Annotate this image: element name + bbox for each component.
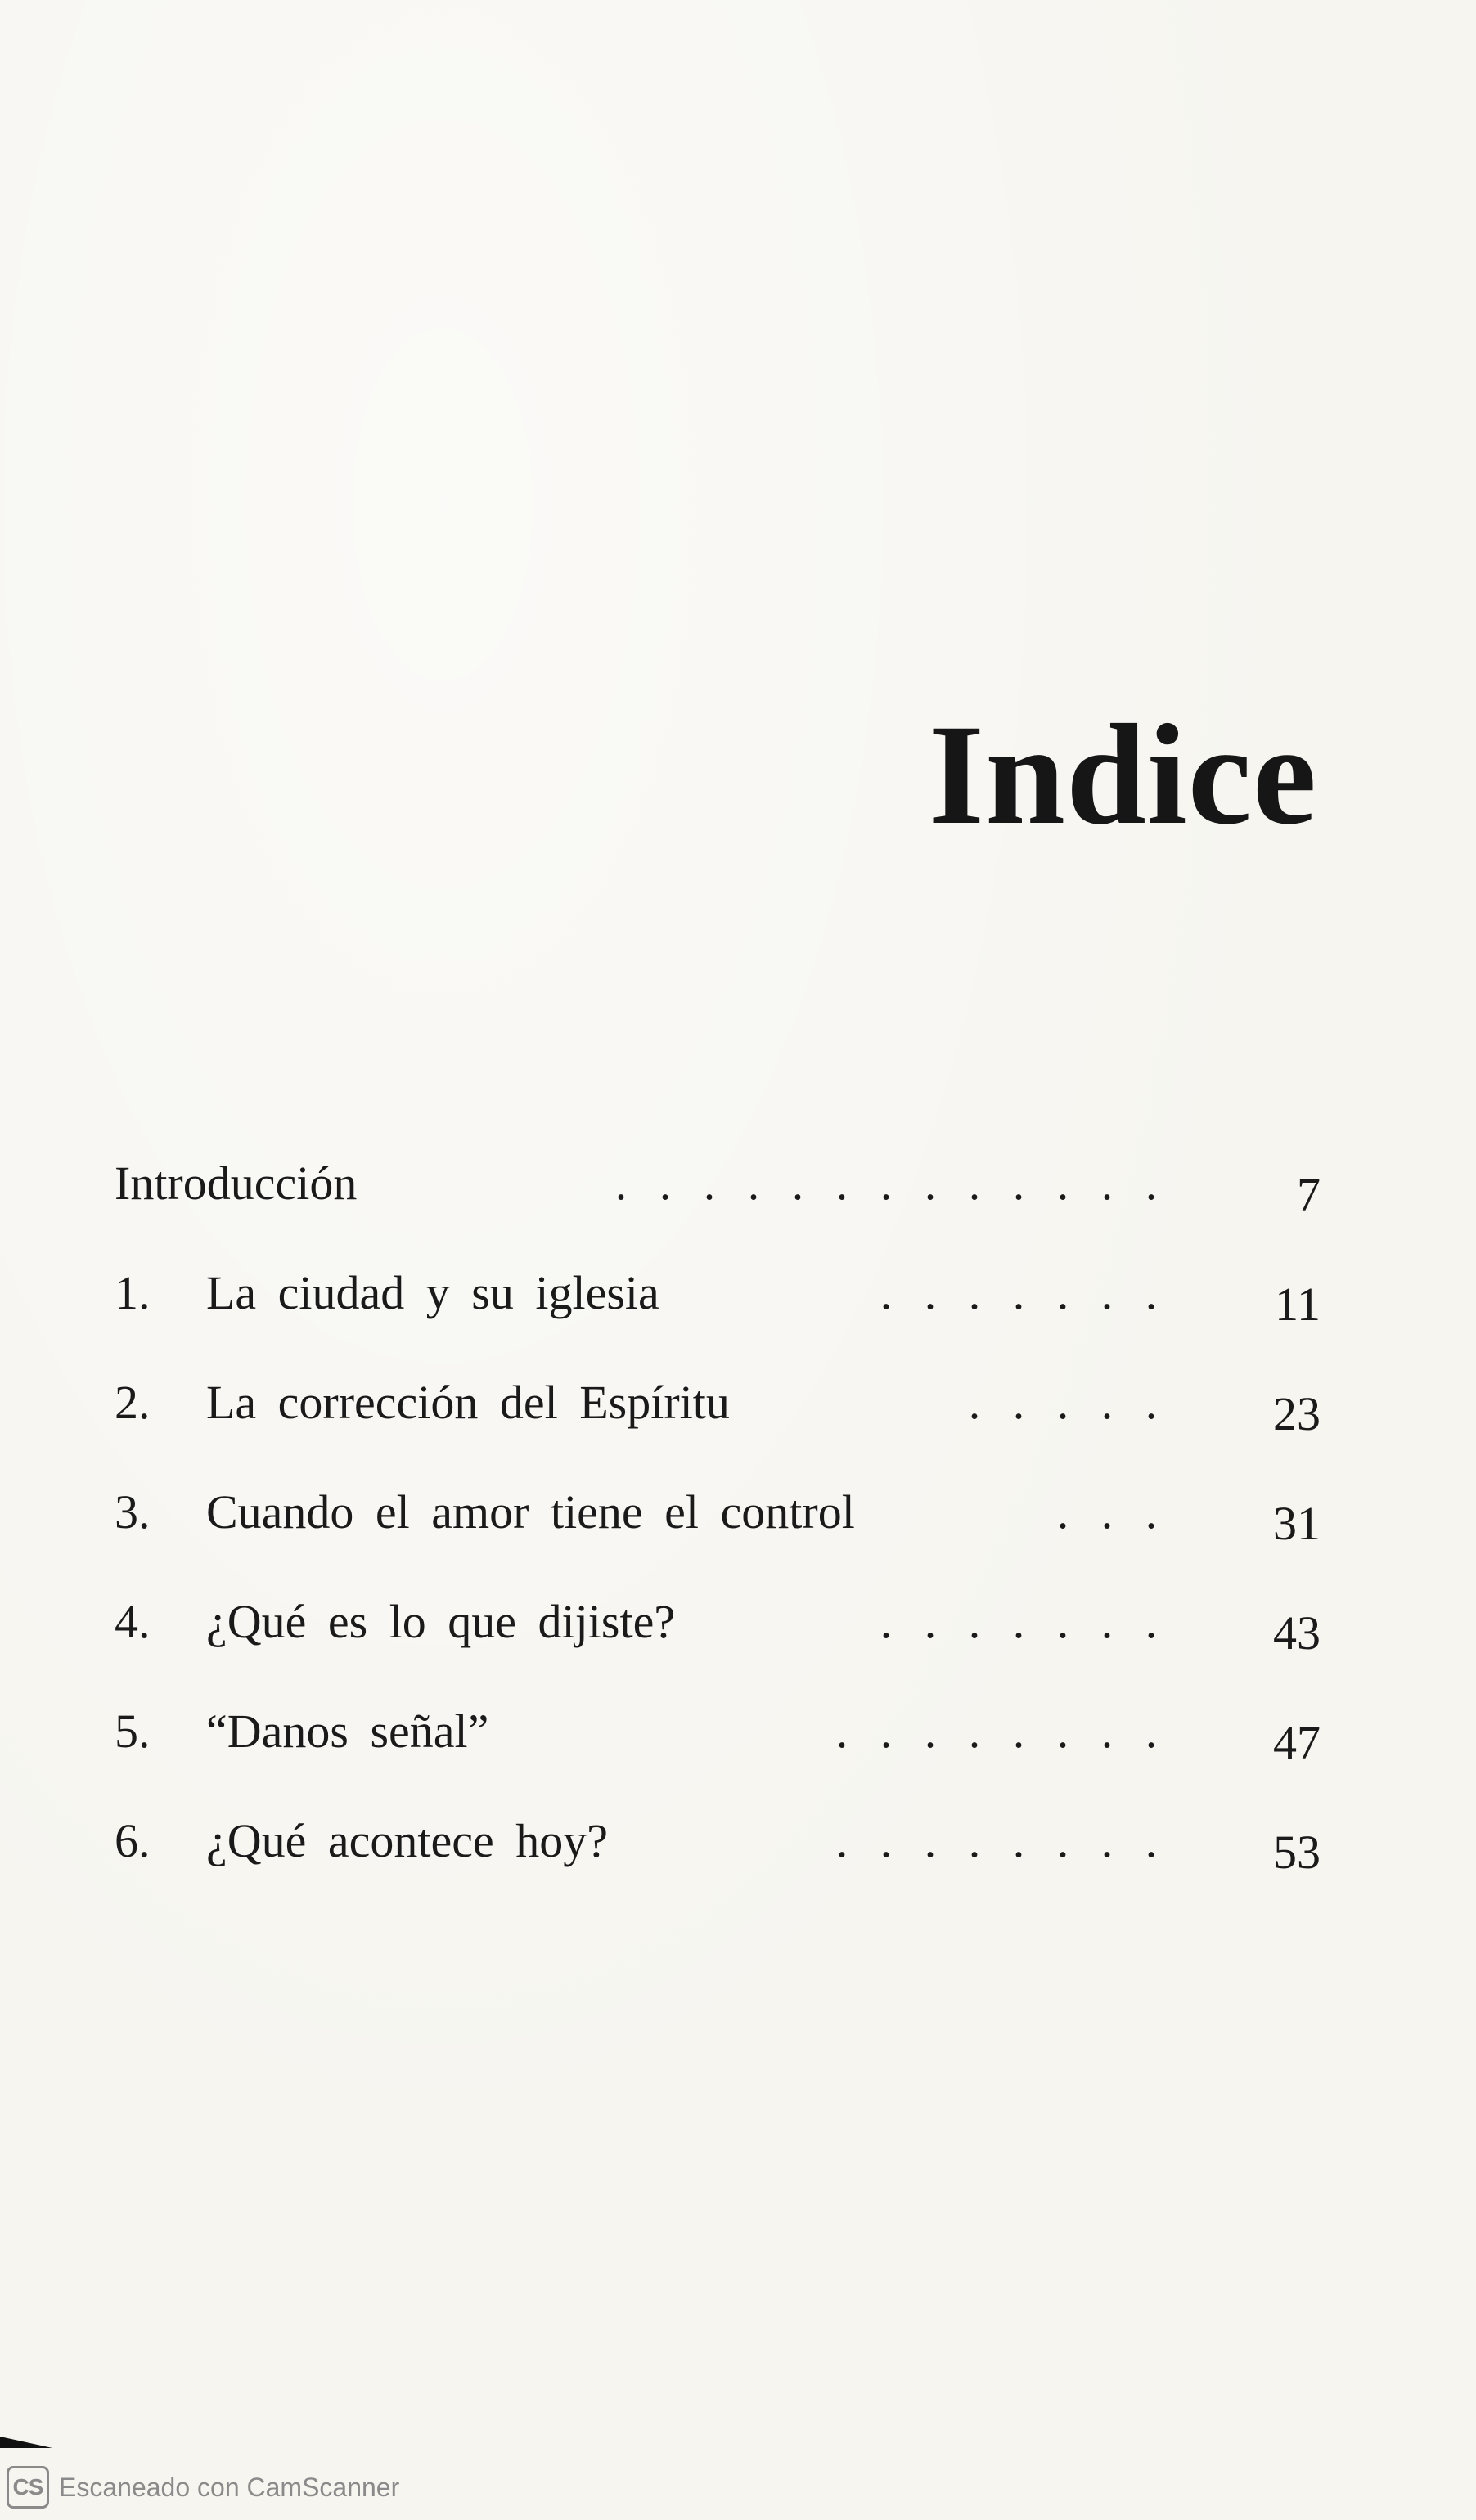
toc-number: 1.	[115, 1266, 151, 1319]
toc-number: 6.	[115, 1814, 151, 1867]
toc-page-number: 53	[1273, 1826, 1321, 1879]
toc-row-1	[115, 1247, 1321, 1356]
watermark-text: Escaneado con CamScanner	[59, 2472, 400, 2502]
toc-label: “Danos señal”	[206, 1705, 489, 1758]
toc-number: 4.	[115, 1595, 151, 1648]
toc-row-3	[115, 1466, 1321, 1575]
page-edge-mark	[0, 2437, 52, 2448]
toc-page-number: 47	[1273, 1716, 1321, 1769]
toc-label: Introducción	[115, 1157, 358, 1210]
toc-page-number: 7	[1297, 1168, 1321, 1221]
toc-leader-dots: . . . . . . .	[880, 1266, 1158, 1319]
toc-leader-dots: . . .	[1056, 1485, 1158, 1539]
camscanner-logo-icon: CS	[7, 2466, 49, 2509]
scanner-watermark	[7, 2466, 399, 2509]
toc-page-number: 43	[1273, 1606, 1321, 1660]
toc-number: 5.	[115, 1705, 151, 1758]
toc-leader-dots: . . . . . . . .	[835, 1705, 1158, 1758]
toc-leader-dots: . . . . .	[968, 1376, 1158, 1429]
toc-label: La corrección del Espíritu	[206, 1376, 730, 1429]
toc-page-number: 31	[1273, 1497, 1321, 1550]
toc-page-number: 23	[1273, 1387, 1321, 1440]
table-of-contents	[115, 1137, 1321, 1904]
toc-page-number: 11	[1275, 1278, 1321, 1331]
toc-row-5	[115, 1685, 1321, 1795]
toc-label: La ciudad y su iglesia	[206, 1266, 659, 1319]
toc-row-introduccion	[115, 1137, 1321, 1247]
page-title: Indice	[928, 695, 1317, 855]
toc-row-6	[115, 1795, 1321, 1904]
toc-leader-dots: . . . . . . . .	[835, 1814, 1158, 1867]
toc-label: Cuando el amor tiene el control	[206, 1485, 855, 1539]
toc-leader-dots: . . . . . . . . . . . . .	[614, 1157, 1158, 1210]
toc-label: ¿Qué es lo que dijiste?	[206, 1595, 676, 1648]
toc-row-4	[115, 1575, 1321, 1685]
toc-leader-dots: . . . . . . .	[880, 1595, 1158, 1648]
toc-label: ¿Qué acontece hoy?	[206, 1814, 608, 1867]
toc-row-2	[115, 1356, 1321, 1466]
toc-number: 2.	[115, 1376, 151, 1429]
toc-number: 3.	[115, 1485, 151, 1539]
